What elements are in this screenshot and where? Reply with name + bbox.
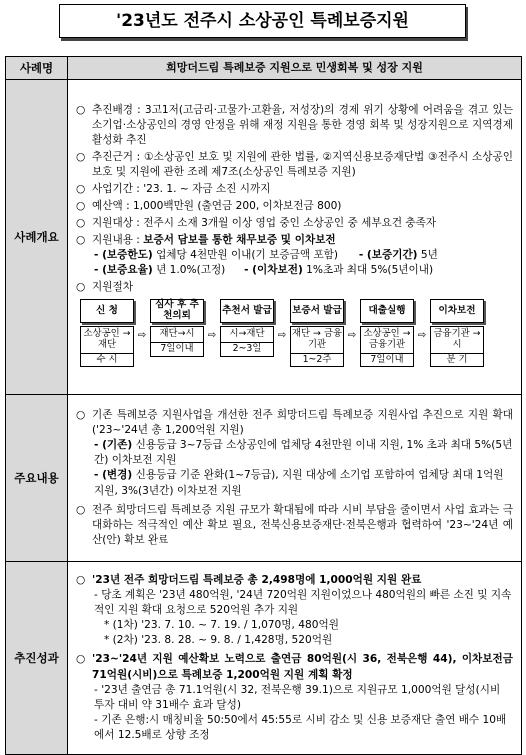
stage-title: 대출실행 (360, 299, 414, 323)
period-text: 사업기간 : '23. 1. ~ 자금 소진 시까지 (92, 182, 271, 195)
result-sub-item: - '23년 출연금 총 71.1억원(시 32, 전북은행 39.1)으로 지원규모 1,000억원 달성(시비 투자 대비 약 31배수 효과 달성) (94, 683, 501, 711)
overview-item (76, 182, 513, 197)
overview-row (6, 80, 522, 395)
circle-bullet-icon: ○ (76, 199, 86, 212)
stage-route: 재단 → 금융기관 (291, 327, 343, 354)
overview-item (76, 216, 513, 231)
result-item (76, 652, 513, 682)
right-arrow-icon: ⇨ (347, 329, 357, 341)
main-content-label: 주요내용 (6, 395, 68, 562)
stage-duration: 2~3일 (232, 342, 262, 354)
main-item (76, 503, 513, 548)
stage-title: 신 청 (80, 299, 134, 323)
result-note: * (1차) '23. 7. 10. ~ 7. 19. / 1,070명, 480억원 (104, 619, 339, 632)
stage-body (150, 326, 204, 357)
overview-item (76, 280, 513, 295)
overview-item (76, 150, 513, 180)
changed-text: 신용등급 기준 완화(1~7등급), 지원 대상에 소기업 포함하여 업체당 최대 1억원 지원, 3%(3년간) 이차보전 지원 (94, 469, 504, 497)
main-content-row (6, 395, 522, 562)
support-prefix: 지원내용 : (92, 233, 144, 246)
results-label: 추진성과 (6, 562, 68, 755)
background-text: 추진배경 : 3고1저(고금리·고물가·고환율, 저성장)의 경제 위기 상황에 어려움을 겪고 있는 소기업·소상공인의 경영 안정을 위해 재정 지원을 통한 경영 회복 및 성장지원으로 지역경제 활성화 추진 (92, 103, 513, 146)
circle-bullet-icon: ○ (76, 503, 86, 516)
stage-route: 시→재단 (221, 327, 273, 343)
target-text: 지원대상 : 전주시 소재 3개월 이상 영업 중인 소상공인 중 세부요건 충족자 (92, 216, 437, 229)
overview-content (68, 80, 522, 395)
stage-title: 이차보전 (430, 299, 484, 323)
case-name-value: 희망더드림 특례보증 지원으로 민생회복 및 성장 지원 (68, 57, 522, 80)
case-table (5, 56, 522, 755)
result-sub-item: - 당초 계획은 '23년 480억원, '24년 720억원 지원이었으나 480억원의 빠른 소진 및 지속적인 지원 확대 요청으로 520억원 추가 지원 (94, 589, 512, 617)
circle-bullet-icon: ○ (76, 653, 86, 666)
rate-label: - (보증요율) (94, 263, 153, 276)
support-bold-text: 보증서 담보를 통한 채무보증 및 이차보전 (143, 233, 336, 246)
overview-item (76, 199, 513, 214)
result-sub-item: - 기존 은행:시 매칭비율 50:50에서 45:55로 시비 감소 및 신용 보증재단 출연 배수 10배에서 12.5배로 상향 조정 (94, 713, 507, 741)
flow-stage (80, 299, 134, 367)
circle-bullet-icon: ○ (76, 574, 86, 587)
interest-value: 1%초과 최대 5%(5년이내) (302, 263, 434, 276)
circle-bullet-icon: ○ (76, 409, 86, 422)
stage-duration: 1~2주 (302, 353, 332, 365)
flow-stage (290, 299, 344, 367)
stage-body (360, 326, 414, 367)
support-detail-line (76, 263, 513, 278)
main-item (76, 408, 513, 438)
right-arrow-icon: ⇨ (137, 329, 147, 341)
result-item-text: '23년 전주 희망더드림 특례보증 총 2,498명에 1,000억원 지원 완료 (92, 574, 422, 587)
right-arrow-icon: ⇨ (207, 329, 217, 341)
flow-stage (430, 299, 484, 367)
flow-stage (220, 299, 274, 357)
circle-bullet-icon: ○ (76, 216, 86, 229)
stage-route: 재단→시 (151, 327, 203, 343)
stage-route: 금융기관 → 시 (431, 327, 483, 354)
procedure-text: 지원절차 (92, 280, 133, 293)
stage-body (80, 326, 134, 367)
main-item-text: 기존 특례보증 지원사업을 개선한 전주 희망더드림 특례보증 지원사업 추진으로 지원 확대('23~'24년 총 1,200억원 지원) (92, 409, 513, 437)
stage-title: 심사 후 추천의뢰 (150, 299, 204, 323)
circle-bullet-icon: ○ (76, 103, 86, 116)
circle-bullet-icon: ○ (76, 233, 86, 246)
procedure-flow (80, 299, 513, 367)
budget-text: 예산액 : 1,000백만원 (출연금 200, 이차보전금 800) (92, 199, 342, 212)
overview-item (76, 233, 513, 248)
circle-bullet-icon: ○ (76, 150, 86, 163)
stage-route: 소상공인 → 재단 (81, 327, 133, 354)
main-sub-item (76, 438, 513, 468)
limit-value: 업체당 4천만원 이내(기 보증금액 포함) (152, 248, 339, 261)
stage-body (220, 326, 274, 357)
stage-duration: 7일이내 (370, 353, 404, 365)
existing-label: - (기존) (94, 439, 133, 452)
term-label: - (보증기간) (358, 248, 418, 261)
case-name-label: 사례명 (6, 57, 68, 80)
limit-label: - (보증한도) (94, 248, 153, 261)
stage-body (430, 326, 484, 367)
main-content-body (68, 395, 522, 562)
results-body (68, 562, 522, 755)
changed-label: - (변경) (94, 469, 133, 482)
circle-bullet-icon: ○ (76, 280, 86, 293)
right-arrow-icon: ⇨ (417, 329, 427, 341)
results-row (6, 562, 522, 755)
result-item-text: '23~'24년 지원 예산확보 노력으로 출연금 80억원(시 36, 전북은행 44), 이차보전금 71억원(시비)으로 특례보증 1,200억원 지원 계획 확정 (92, 653, 513, 681)
term-value: 5년 (417, 248, 438, 261)
stage-body (290, 326, 344, 367)
existing-text: 신용등급 3~7등급 소상공인에 업체당 4천만원 이내 지원, 1% 초과 최대 5%(5년간) 이차보전 지원 (94, 439, 513, 467)
result-note: * (2차) '23. 8. 28. ~ 9. 8. / 1,428명, 520억원 (104, 634, 333, 647)
overview-label: 사례개요 (6, 80, 68, 395)
main-item-text: 전주 희망더드림 특례보증 지원 규모가 확대됨에 따라 시비 부담을 줄이면서 사업 효과는 극대화하는 적극적인 예산 확보 필요, 전북신용보증재단·전북은행과 협력하여 '23~'24년 예산(안) 확보 완료 (92, 503, 513, 546)
stage-title: 추천서 발급 (220, 299, 274, 323)
overview-item (76, 103, 513, 148)
circle-bullet-icon: ○ (76, 182, 86, 195)
flow-stage (150, 299, 204, 357)
legal-basis-text: 추진근거 : ①소상공인 보호 및 지원에 관한 법률, ②지역신용보증재단법 ③전주시 소상공인보호 및 지원에 관한 조례 제7조(소상공인 특례보증 지원) (92, 150, 513, 178)
rate-value: 년 1.0%(고정) (152, 263, 226, 276)
stage-route: 소상공인 →금융기관 (361, 327, 413, 354)
interest-label: - (이차보전) (244, 263, 303, 276)
support-detail-line (76, 248, 513, 263)
header-row (6, 57, 522, 80)
result-item (76, 573, 513, 588)
stage-duration: 분 기 (446, 353, 468, 365)
right-arrow-icon: ⇨ (277, 329, 287, 341)
main-sub-item (76, 468, 513, 498)
stage-duration: 수 시 (96, 353, 118, 365)
flow-stage (360, 299, 414, 367)
stage-title: 보증서 발급 (290, 299, 344, 323)
page-title: '23년도 전주시 소상공인 특례보증지원 (59, 4, 466, 38)
stage-duration: 7일이내 (160, 342, 194, 354)
